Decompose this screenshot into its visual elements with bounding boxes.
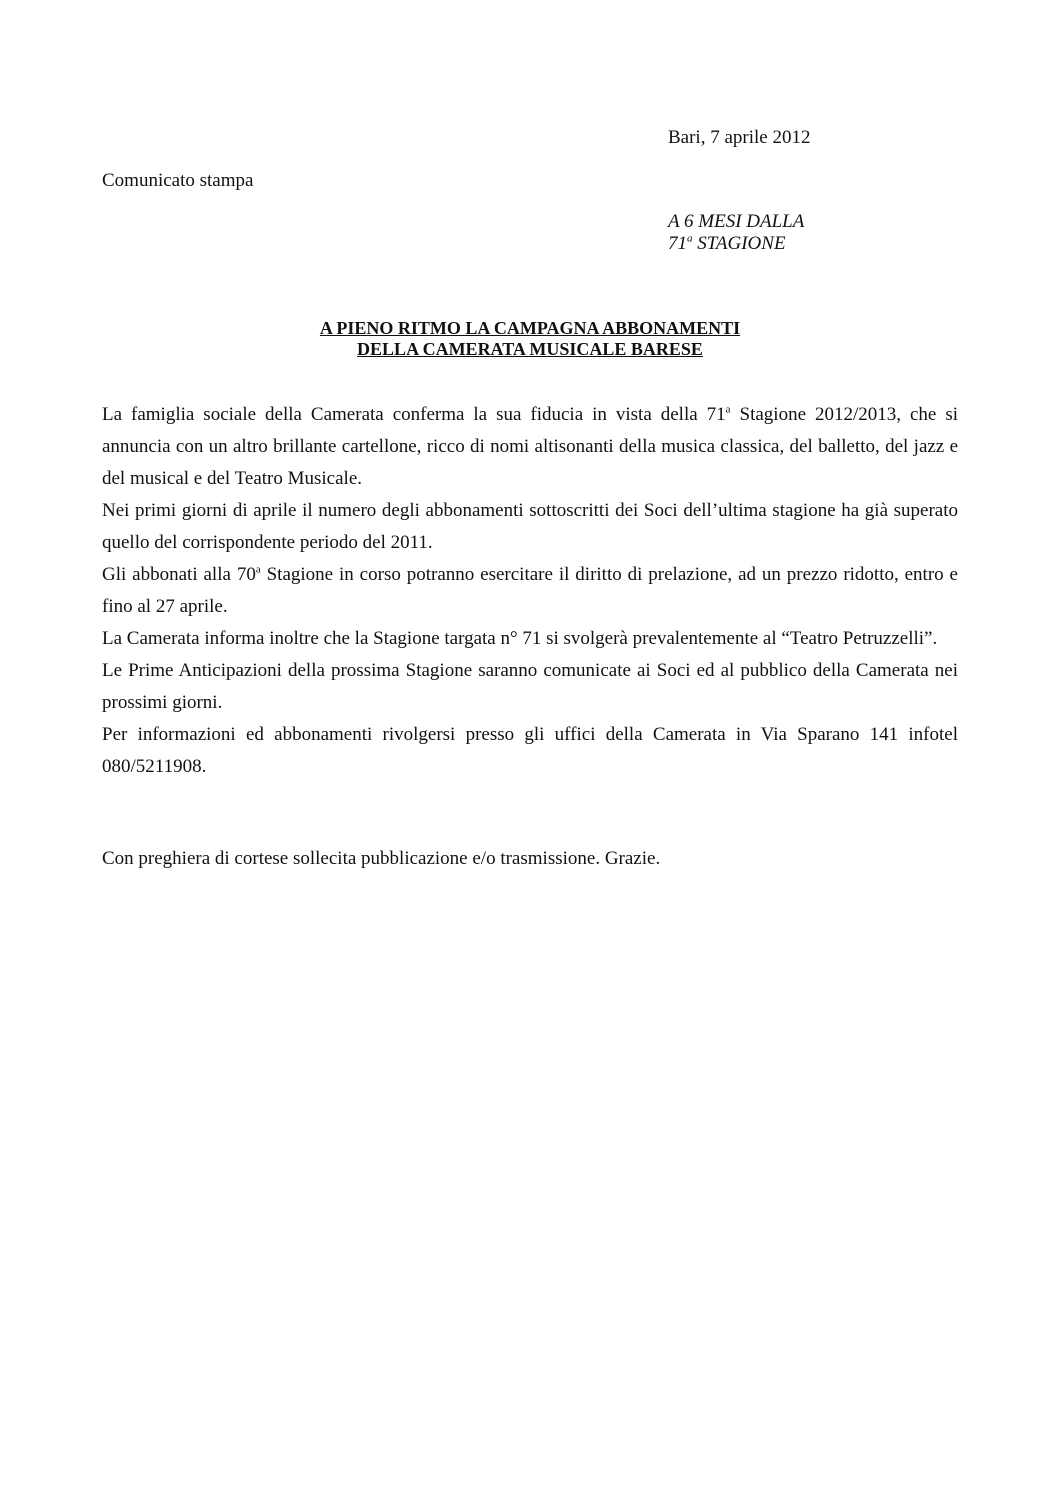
ordinal-superscript: a xyxy=(725,403,731,416)
paragraph-5: Le Prime Anticipazioni della prossima Stagione saranno comunicate ai Soci ed al pubblico della Camerata nei prossimi giorni. xyxy=(102,660,958,713)
body-text xyxy=(102,399,958,783)
ordinal-superscript: a xyxy=(687,232,693,245)
press-release-title xyxy=(102,318,958,360)
subheading-line-1: A 6 MESI DALLA xyxy=(668,211,805,232)
title-line-2: DELLA CAMERATA MUSICALE BARESE xyxy=(357,339,703,359)
closing-line: Con preghiera di cortese sollecita pubblicazione e/o trasmissione. Grazie. xyxy=(102,848,661,869)
paragraph-1 xyxy=(102,399,958,495)
paragraph-3 xyxy=(102,559,958,623)
season-word: STAGIONE xyxy=(692,233,786,254)
paragraph-4: La Camerata informa inoltre che la Stagione targata n° 71 si svolgerà prevalentemente al “Teatro Petruzzelli”. xyxy=(102,628,938,649)
paragraph-1-part-a: La famiglia sociale della Camerata conferma la sua fiducia in vista della 71 xyxy=(102,404,726,425)
paragraph-1-part-b: Stagione 2012/2013, che si annuncia con un altro brillante cartellone, ricco di nomi altisonanti della musica classica, del balletto, del jazz e del musical e del Teatro Musicale. xyxy=(102,404,958,489)
subheading xyxy=(668,211,804,255)
document-type-label: Comunicato stampa xyxy=(102,170,254,191)
document-date: Bari, 7 aprile 2012 xyxy=(668,127,811,148)
paragraph-3-part-b: Stagione in corso potranno esercitare il diritto di prelazione, ad un prezzo ridotto, entro e fino al 27 aprile. xyxy=(102,564,958,617)
subheading-line-2 xyxy=(668,233,804,255)
paragraph-3-part-a: Gli abbonati alla 70 xyxy=(102,564,256,585)
season-number: 71 xyxy=(668,233,687,254)
ordinal-superscript: a xyxy=(255,563,261,576)
paragraph-6: Per informazioni ed abbonamenti rivolgersi presso gli uffici della Camerata in Via Sparano 141 infotel 080/5211908. xyxy=(102,724,958,777)
title-line-1: A PIENO RITMO LA CAMPAGNA ABBONAMENTI xyxy=(319,318,741,338)
paragraph-2: Nei primi giorni di aprile il numero degli abbonamenti sottoscritti dei Soci dell’ultima stagione ha già superato quello del corrispondente periodo del 2011. xyxy=(102,500,958,553)
